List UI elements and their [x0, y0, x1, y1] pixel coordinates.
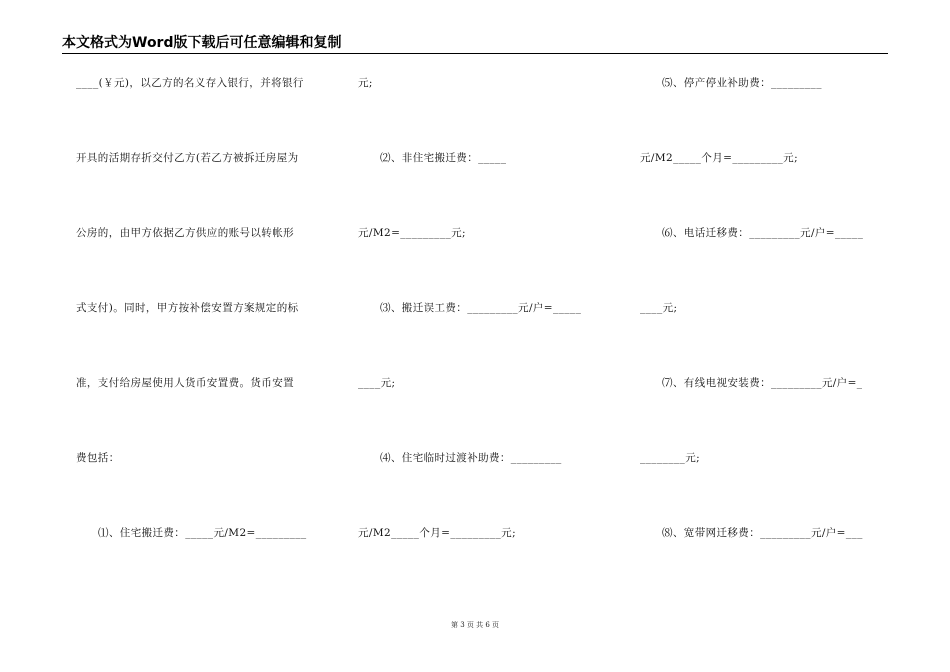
text-line: ____元; [358, 377, 396, 389]
text-line: 开具的活期存折交付乙方(若乙方被拆迁房屋为 [76, 152, 299, 164]
text-line: ⑵、非住宅搬迁费：_____ [380, 152, 507, 164]
text-line: ____元; [640, 302, 678, 314]
text-line: ⑴、住宅搬迁费：_____元/M2=_________ [98, 527, 307, 539]
page-indicator: 第 3 页 共 6 页 [450, 621, 500, 629]
text-line: ____(￥元)，以乙方的名义存入银行，并将银行 [76, 77, 304, 89]
text-line: ⑺、有线电视安装费：_________元/户=_ [662, 377, 863, 389]
text-line: 元; [358, 77, 373, 89]
header-title: 本文格式为Word版下载后可任意编辑和复制 [62, 35, 342, 51]
text-line: ⑶、搬迁误工费：_________元/户=_____ [380, 302, 582, 314]
text-column-right [640, 75, 890, 555]
text-line: 元/M2=_________元; [358, 227, 466, 239]
text-line: ⑷、住宅临时过渡补助费：_________ [380, 452, 562, 464]
text-line: ⑻、宽带网迁移费：_________元/户=___ [662, 527, 863, 539]
text-column-middle [358, 75, 620, 555]
text-line: 准，支付给房屋使用人货币安置费。货币安置 [76, 377, 294, 389]
header-divider [62, 53, 888, 54]
text-line: 式支付)。同时，甲方按补偿安置方案规定的标 [76, 302, 299, 314]
text-line: ⑸、停产停业补助费：_________ [662, 77, 822, 89]
text-line: ⑹、电话迁移费：_________元/户=_____ [662, 227, 864, 239]
text-line: 公房的，由甲方依据乙方供应的账号以转帐形 [76, 227, 294, 239]
text-line: ________元; [640, 452, 701, 464]
text-line: 费包括： [76, 452, 120, 464]
text-column-left [76, 75, 338, 555]
text-line: 元/M2_____个月=_________元; [640, 152, 799, 164]
text-line: 元/M2_____个月=_________元; [358, 527, 517, 539]
